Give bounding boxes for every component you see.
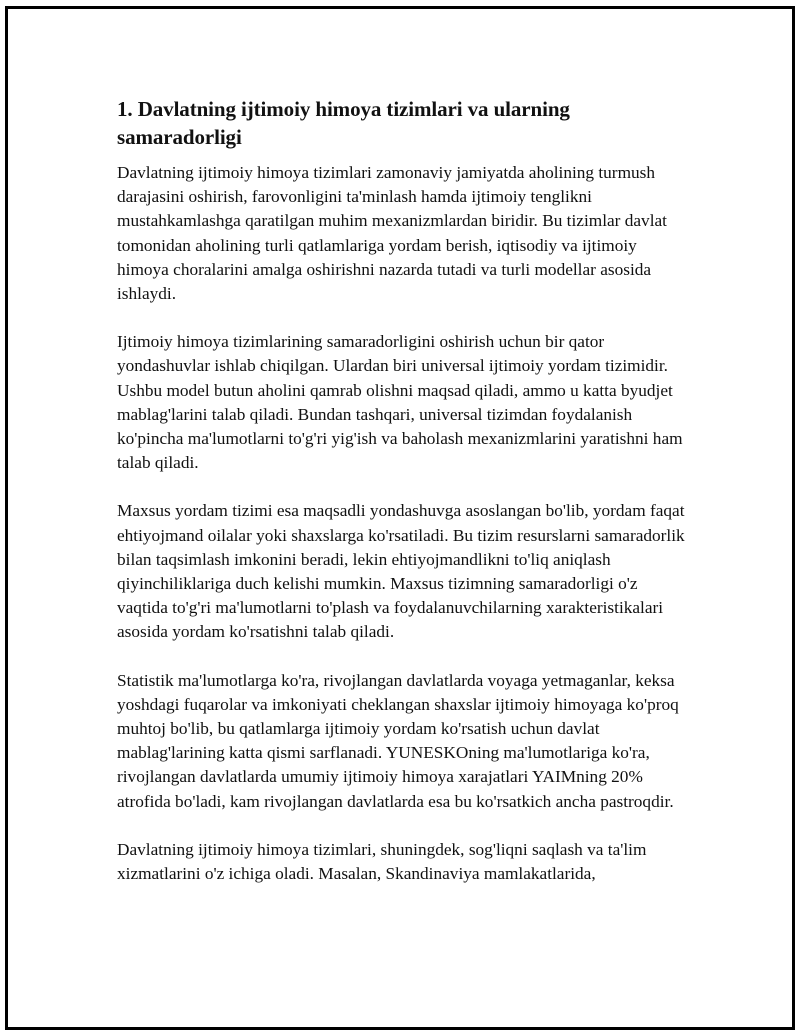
paragraph-3: Maxsus yordam tizimi esa maqsadli yondashuvga asoslangan bo'lib, yordam faqat ehtiyojmand oilalar yoki shaxslarga ko'rsatiladi. Bu tizim resurslarni samaradorlik bilan taqsimlash imkonini beradi, lekin ehtiyojmandlikni to'liq aniqlash qiyinchiliklariga duch kelishi mumkin. Maxsus tizimning samaradorligi o'z vaqtida to'g'ri ma'lumotlarni to'plash va foydalanuvchilarning xarakteristikalari asosida yordam ko'rsatishni talab qiladi. [117, 501, 685, 642]
section-heading: 1. Davlatning ijtimoiy himoya tizimlari va ularning samaradorligi [117, 97, 570, 149]
paragraph-2: Ijtimoiy himoya tizimlarining samaradorligini oshirish uchun bir qator yondashuvlar ishlab chiqilgan. Ulardan biri universal ijtimoiy yordam tizimidir. Ushbu model butun aholini qamrab olishni maqsad qiladi, ammo u katta byudjet mablag'larini talab qiladi. Bundan tashqari, universal tizimdan foydalanish ko'pincha ma'lumotlarni to'g'ri yig'ish va baholash mexanizmlarini yaratishni ham talab qiladi. [117, 332, 683, 473]
paragraph-5: Davlatning ijtimoiy himoya tizimlari, shuningdek, sog'liqni saqlash va ta'lim xizmatlarini o'z ichiga oladi. Masalan, Skandinaviya mamlakatlarida, [117, 839, 647, 884]
paragraph-4: Statistik ma'lumotlarga ko'ra, rivojlangan davlatlarda voyaga yetmaganlar, keksa yoshdagi fuqarolar va imkoniyati cheklangan shaxslar ijtimoiy himoyaga ko'proq muhtoj bo'lib, bu qatlamlarga ijtimoiy yordam ko'rsatish uchun davlat mablag'larining katta qismi sarflanadi. YUNESKOning ma'lumotlariga ko'ra, rivojlangan davlatlarda umumiy ijtimoiy himoya xarajatlari YAIMning 20% atrofida bo'ladi, kam rivojlangan davlatlarda esa bu ko'rsatkich ancha pastroqdir. [117, 670, 679, 811]
paragraph-1: Davlatning ijtimoiy himoya tizimlari zamonaviy jamiyatda aholining turmush darajasini oshirish, farovonligini ta'minlash hamda ijtimoiy tenglikni mustahkamlashga qaratilgan muhim mexanizmlardan biridir. Bu tizimlar davlat tomonidan aholining turli qatlamlariga yordam berish, iqtisodiy va ijtimoiy himoya choralarini amalga oshirishni nazarda tutadi va turli modellar asosida ishlaydi. [117, 163, 667, 304]
document-body [117, 95, 692, 910]
